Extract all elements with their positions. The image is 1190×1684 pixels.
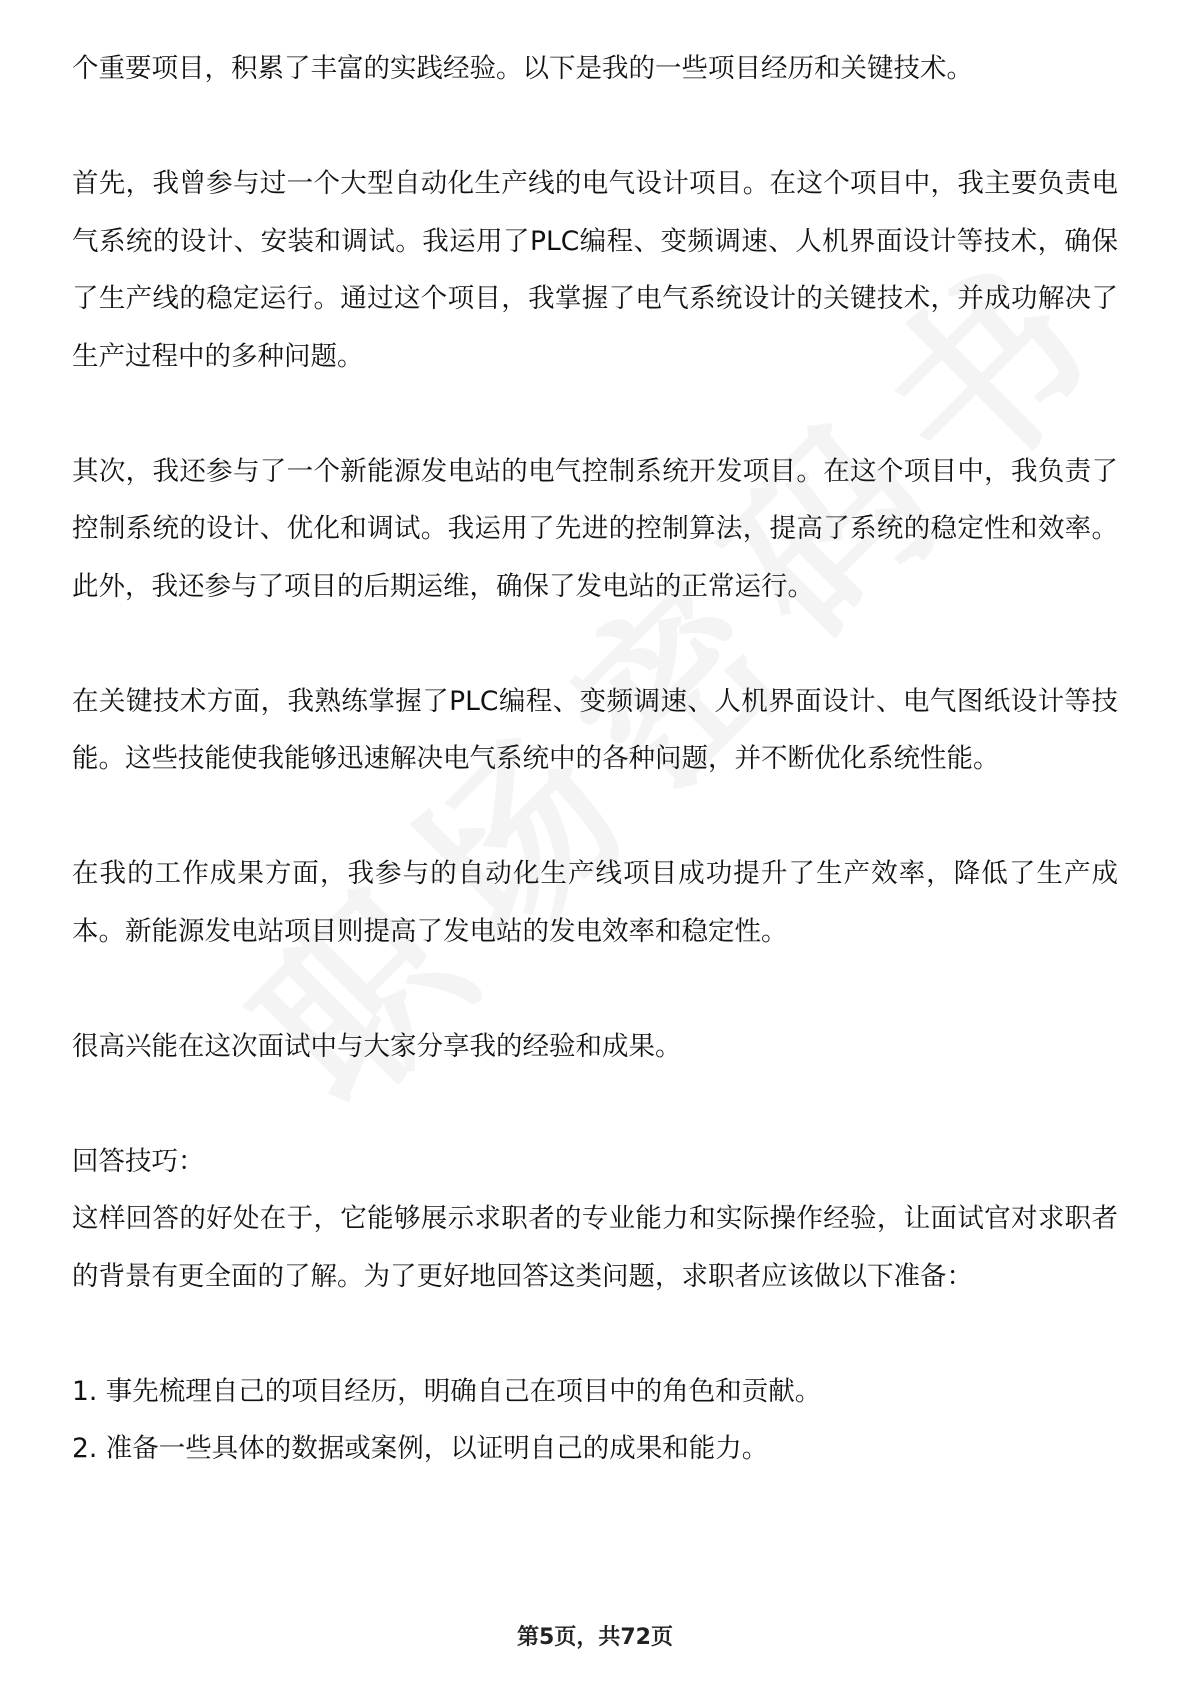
- tips-heading: 回答技巧：: [72, 1145, 205, 1177]
- list-item: 1. 事先梳理自己的项目经历，明确自己在项目中的角色和贡献。: [72, 1375, 822, 1407]
- paragraph-closing: 很高兴能在这次面试中与大家分享我的经验和成果。: [72, 1030, 682, 1062]
- paragraph-intro: 个重要项目，积累了丰富的实践经验。以下是我的一些项目经历和关键技术。: [72, 53, 973, 84]
- paragraph-key-skills: 在关键技术方面，我熟练掌握了PLC编程、变频调速、人机界面设计、电气图纸设计等技能。这些技能使我能够迅速解决电气系统中的各种问题，并不断优化系统性能。: [72, 685, 1118, 774]
- paragraph-project-1: 首先，我曾参与过一个大型自动化生产线的电气设计项目。在这个项目中，我主要负责电气系统的设计、安装和调试。我运用了PLC编程、变频调速、人机界面设计等技术，确保了生产线的稳定运行。通过这个项目，我掌握了电气系统设计的关键技术，并成功解决了生产过程中的多种问题。: [72, 168, 1118, 372]
- paragraph-project-2: 其次，我还参与了一个新能源发电站的电气控制系统开发项目。在这个项目中，我负责了控制系统的设计、优化和调试。我运用了先进的控制算法，提高了系统的稳定性和效率。此外，我还参与了项目的后期运维，确保了发电站的正常运行。: [72, 455, 1118, 602]
- document-body: [72, 40, 1118, 1478]
- tips-paragraph: 这样回答的好处在于，它能够展示求职者的专业能力和实际操作经验，让面试官对求职者的背景有更全面的了解。为了更好地回答这类问题，求职者应该做以下准备：: [72, 1203, 1118, 1292]
- paragraph-achievements: 在我的工作成果方面，我参与的自动化生产线项目成功提升了生产效率，降低了生产成本。新能源发电站项目则提高了发电站的发电效率和稳定性。: [72, 858, 1118, 947]
- page-number: 第5页，共72页: [517, 1625, 673, 1650]
- list-item: 2. 准备一些具体的数据或案例，以证明自己的成果和能力。: [72, 1433, 769, 1464]
- tips-list: [72, 1363, 1118, 1478]
